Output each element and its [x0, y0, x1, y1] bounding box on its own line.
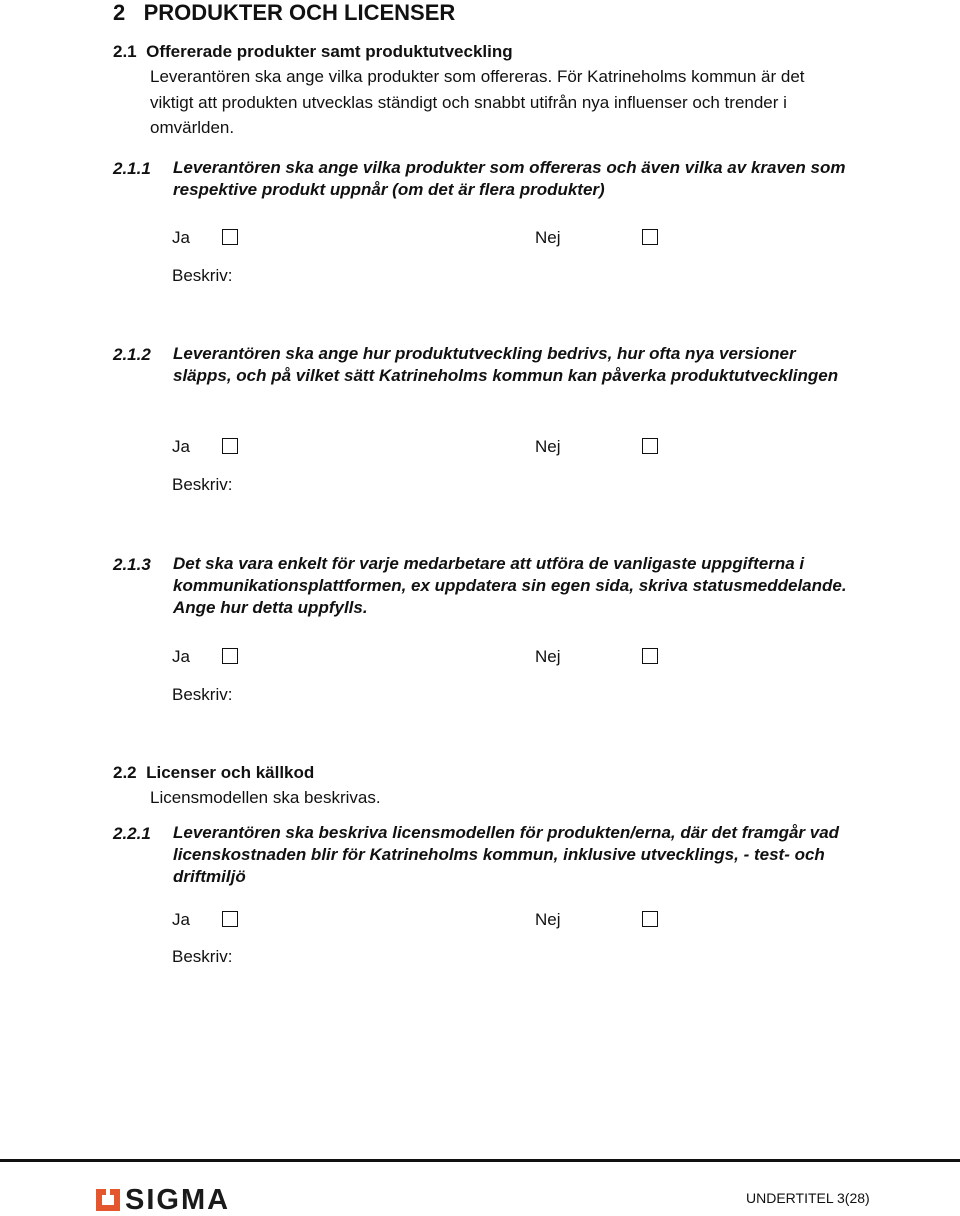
section-heading-title: PRODUKTER OCH LICENSER: [143, 0, 456, 25]
question-text: Leverantören ska beskriva licensmodellen för produkten/erna, där det framgår vad licenskostnaden blir för Katrineholms kommun, inklusive utvecklings, - test- och driftmiljö: [173, 823, 840, 886]
nej-label: Nej: [535, 910, 561, 929]
page-label: UNDERTITEL 3(28): [746, 1190, 870, 1206]
question-number: 2.1.1: [113, 159, 151, 178]
subsection-heading-2-2: [113, 763, 314, 783]
intro-line: Leverantören ska ange vilka produkter som offereras. För Katrineholms kommun är det: [150, 67, 805, 86]
question-text: Leverantören ska ange hur produktutveckling bedrivs, hur ofta nya versioner släpps, och på vilket sätt Katrineholms kommun kan påverka produktutvecklingen: [173, 344, 839, 385]
beskriv-label: Beskriv:: [172, 685, 233, 704]
ja-checkbox[interactable]: [222, 438, 238, 454]
subsection-title: Licenser och källkod: [146, 763, 315, 782]
sigma-logo: [96, 1186, 230, 1214]
nej-label: Nej: [535, 437, 561, 456]
question-number: 2.1.3: [113, 555, 151, 574]
intro-line: Licensmodellen ska beskrivas.: [150, 788, 381, 807]
question-number: 2.2.1: [113, 824, 151, 843]
section-heading-number: 2: [113, 0, 126, 25]
ja-checkbox[interactable]: [222, 648, 238, 664]
intro-line: viktigt att produkten utvecklas ständigt och snabbt utifrån nya influenser och trender i: [150, 93, 787, 112]
subsection-title: Offererade produkter samt produktutveckling: [146, 42, 513, 61]
nej-label: Nej: [535, 228, 561, 247]
footer-rule: [0, 1159, 960, 1162]
nej-checkbox[interactable]: [642, 229, 658, 245]
ja-label: Ja: [172, 910, 190, 929]
beskriv-label: Beskriv:: [172, 947, 233, 966]
question-text: Det ska vara enkelt för varje medarbetare att utföra de vanligaste uppgifterna i kommunikationsplattformen, ex uppdatera sin egen sida, skriva statusmeddelande. Ange hur detta uppfylls.: [173, 554, 847, 617]
nej-label: Nej: [535, 647, 561, 666]
subsection-heading-2-1: [113, 42, 513, 62]
ja-checkbox[interactable]: [222, 229, 238, 245]
ja-label: Ja: [172, 437, 190, 456]
nej-checkbox[interactable]: [642, 648, 658, 664]
question-text: Leverantören ska ange vilka produkter som offereras och även vilka av kraven som respektive produkt uppnår (om det är flera produkter): [173, 158, 846, 199]
sigma-logo-icon: [96, 1187, 122, 1213]
sigma-logo-text: SIGMA: [125, 1184, 231, 1216]
beskriv-label: Beskriv:: [172, 266, 233, 285]
subsection-number: 2.2: [113, 763, 137, 782]
ja-checkbox[interactable]: [222, 911, 238, 927]
beskriv-label: Beskriv:: [172, 475, 233, 494]
ja-label: Ja: [172, 228, 190, 247]
subsection-number: 2.1: [113, 42, 137, 61]
nej-checkbox[interactable]: [642, 438, 658, 454]
ja-label: Ja: [172, 647, 190, 666]
nej-checkbox[interactable]: [642, 911, 658, 927]
intro-line: omvärlden.: [150, 118, 235, 137]
section-heading: [113, 0, 455, 26]
question-number: 2.1.2: [113, 345, 151, 364]
